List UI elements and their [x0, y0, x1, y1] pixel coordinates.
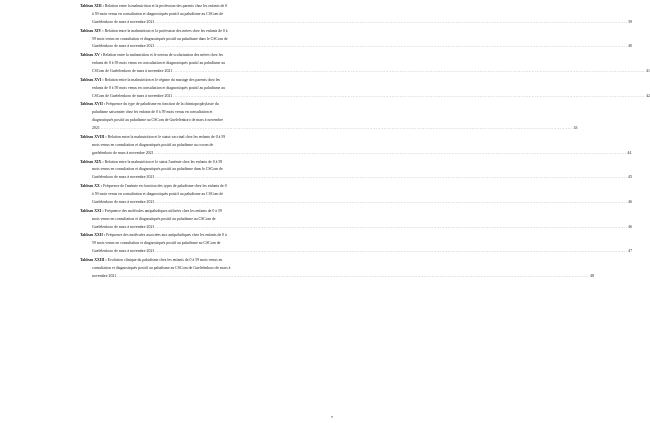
entry-first-line [80, 134, 340, 142]
table-list-entry [80, 159, 633, 183]
table-page-number: 39 [628, 19, 633, 24]
table-label: Tableau XVIII : [80, 134, 107, 139]
entry-last-line [80, 248, 633, 256]
table-caption-end: novembre 2021 [92, 273, 117, 278]
entry-first-line [80, 52, 340, 60]
table-caption-line: enfants de 0 à 59 mois venus en consultation et diagnostiqués positif au paludisme au [92, 61, 225, 66]
table-caption-start: Relation entre la malnutrition et la profession des mères chez les enfants de 0 à [104, 28, 228, 33]
table-caption-line: diagnostiqués positif au paludisme au CSCom de Guelelenkoro de mars à novembre [92, 118, 224, 123]
table-label: Tableau XV : [80, 53, 103, 58]
entry-first-line [80, 257, 340, 265]
dot-leader: ............................................................................................................................................................................................................................................................................................................ [117, 273, 590, 278]
table-page-number: 45 [628, 175, 633, 180]
table-caption-start: Fréquence de l'anémie en fonction des types de paludisme chez les enfants de 0 [103, 184, 227, 189]
table-caption-line: 59 mois venus en consultation et diagnostiqués positif au paludisme au CSCom de [92, 241, 221, 246]
dot-leader: ............................................................................................................................................................................................................................................................................................................ [155, 199, 628, 204]
table-label: Tableau XIX : [80, 159, 104, 164]
table-caption-line: mois venus en consultation et diagnostiqués positif au paludisme dans le CSCom de [92, 167, 223, 172]
table-caption-line: mois venus en consultation et diagnostiqués positif au paludisme au cscom de [92, 142, 214, 147]
table-caption-start: Relation entre la malnutrition et le statut vaccinal chez les enfants de 0 à 59 [107, 134, 226, 139]
entry-last-line [80, 19, 633, 27]
entry-first-line [80, 101, 340, 109]
table-caption-start: Evolution clinique du paludisme chez les enfants de 0 à 59 mois venus en [107, 258, 223, 262]
table-caption-end: 2021 [92, 126, 100, 131]
dot-leader: ............................................................................................................................................................................................................................................................................................................ [100, 126, 573, 131]
table-list-entry [80, 52, 650, 76]
entry-last-line [80, 68, 650, 76]
table-caption-end: Guelelenkoro de mars à novembre 2021 [92, 44, 155, 49]
dot-leader: ............................................................................................................................................................................................................................................................................................................ [154, 150, 627, 155]
table-list-entry [80, 257, 594, 281]
table-label: Tableau XVII : [80, 102, 106, 107]
entry-first-line [80, 3, 340, 11]
entry-first-line [80, 232, 340, 240]
table-caption-start: Fréquence des molécules associées aux antipaludiques chez les enfants de 0 à [106, 233, 227, 238]
dot-leader: ............................................................................................................................................................................................................................................................................................................ [155, 19, 628, 24]
entry-last-line [80, 150, 632, 158]
table-caption-line: 59 mois venus en consultation et diagnostiqués positif au paludisme dans le CSCom de [92, 36, 228, 41]
table-caption-line: paludisme saisonnier chez les enfants de 0 à 59 mois venus en consultation et [92, 110, 213, 115]
entry-first-line [80, 208, 340, 216]
table-caption-end: CSCom de Guelelenkoro de mars à novembre 2021 [92, 93, 173, 98]
table-list-entry [80, 232, 633, 256]
table-caption-line: enfants de 0 à 59 mois venus en consultation et diagnostiqués positif au paludisme au [92, 85, 225, 90]
table-label: Tableau XX : [80, 184, 103, 189]
dot-leader: ............................................................................................................................................................................................................................................................................................................ [155, 249, 628, 254]
dot-leader: ............................................................................................................................................................................................................................................................................................................ [173, 93, 646, 98]
table-caption-end: guelelenkoro de mars à novembre 2021 [92, 150, 154, 155]
table-caption-line: à 59 mois venus en consultation et diagnostiqués positif au paludisme au CSCom de [92, 11, 224, 16]
table-list-entry [80, 77, 650, 101]
entry-last-line [80, 125, 578, 133]
table-caption-end: Guelelenkoro de mars à novembre 2021 [92, 175, 155, 180]
table-list-entry [80, 183, 633, 207]
table-caption-end: Guelelenkoro de mars à novembre 2021 [92, 249, 155, 254]
dot-leader: ............................................................................................................................................................................................................................................................................................................ [155, 175, 628, 180]
table-caption-start: Fréquence du type de paludisme en fonction de la chimioprophylaxie du [106, 102, 219, 107]
table-caption-start: Relation entre la malnutrition et le statut l'anémie chez les enfants de 0 à 59 [104, 159, 223, 164]
table-list-entry [80, 134, 632, 158]
table-page-number: 46 [628, 199, 633, 204]
table-page-number: 46 [628, 224, 633, 229]
table-label: Tableau XIII : [80, 4, 104, 8]
entry-first-line [80, 183, 340, 191]
page-number: v [331, 414, 334, 419]
table-caption-start: Fréquence des molécules antipaludiques utilisées chez les enfants de 0 à 59 [104, 208, 222, 213]
table-caption-end: Guelelenkoro de mars à novembre 2021 [92, 199, 155, 204]
entry-first-line [80, 77, 340, 85]
table-page-number: 44 [627, 150, 632, 155]
table-caption-line: consultation et diagnostiqués positif au paludisme au CSCom de Guelelenkoro de mars à [92, 265, 231, 270]
table-page-number: 47 [628, 249, 633, 254]
entry-last-line [80, 174, 633, 182]
entry-last-line [80, 93, 650, 101]
table-page-number: 42 [646, 93, 650, 98]
table-label: Tableau XIV : [80, 28, 104, 33]
table-page-number: 48 [590, 273, 594, 278]
table-caption-end: Guelelenkoro de mars à novembre 2021 [92, 224, 155, 229]
table-label: Tableau XXIII : [80, 258, 107, 262]
table-page-number: 43 [573, 126, 578, 131]
dot-leader: ............................................................................................................................................................................................................................................................................................................ [173, 69, 646, 74]
entry-last-line [80, 199, 633, 207]
table-label: Tableau XXI : [80, 208, 104, 213]
entry-last-line [80, 273, 594, 281]
entry-first-line [80, 159, 340, 167]
entry-last-line [80, 43, 633, 51]
table-caption-start: Relation entre la malnutrition et le niveau de scolarisation des mères chez les [103, 53, 223, 58]
table-caption-end: CSCom de Guelelenkoro de mars à novembre 2021 [92, 69, 173, 74]
table-list-entry [80, 28, 633, 52]
dot-leader: ............................................................................................................................................................................................................................................................................................................ [155, 224, 628, 229]
table-list-entry [80, 101, 578, 133]
table-label: Tableau XVI : [80, 77, 104, 82]
entry-first-line [80, 28, 340, 36]
table-page-number: 41 [646, 69, 650, 74]
table-caption-end: Guelelenkoro de mars à novembre 2021 [92, 19, 155, 24]
table-label: Tableau XXII : [80, 233, 106, 238]
table-page-number: 40 [628, 44, 633, 49]
entry-last-line [80, 224, 633, 232]
table-list-entry [80, 3, 633, 27]
dot-leader: ............................................................................................................................................................................................................................................................................................................ [155, 44, 628, 49]
table-list-entry [80, 208, 633, 232]
table-caption-line: mois venus en consultation et diagnostiqués positif au paludisme au CSCom de [92, 216, 216, 221]
table-caption-line: à 59 mois venus en consultation et diagnostiqués positif au paludisme au CSCom de [92, 192, 224, 197]
table-caption-start: Relation entre la malnutrition et la profession des parents chez les enfants de 0 [104, 4, 228, 8]
table-caption-start: Relation entre la malnutrition et le régime du mariage des parents chez les [104, 77, 221, 82]
list-of-tables [80, 3, 650, 282]
